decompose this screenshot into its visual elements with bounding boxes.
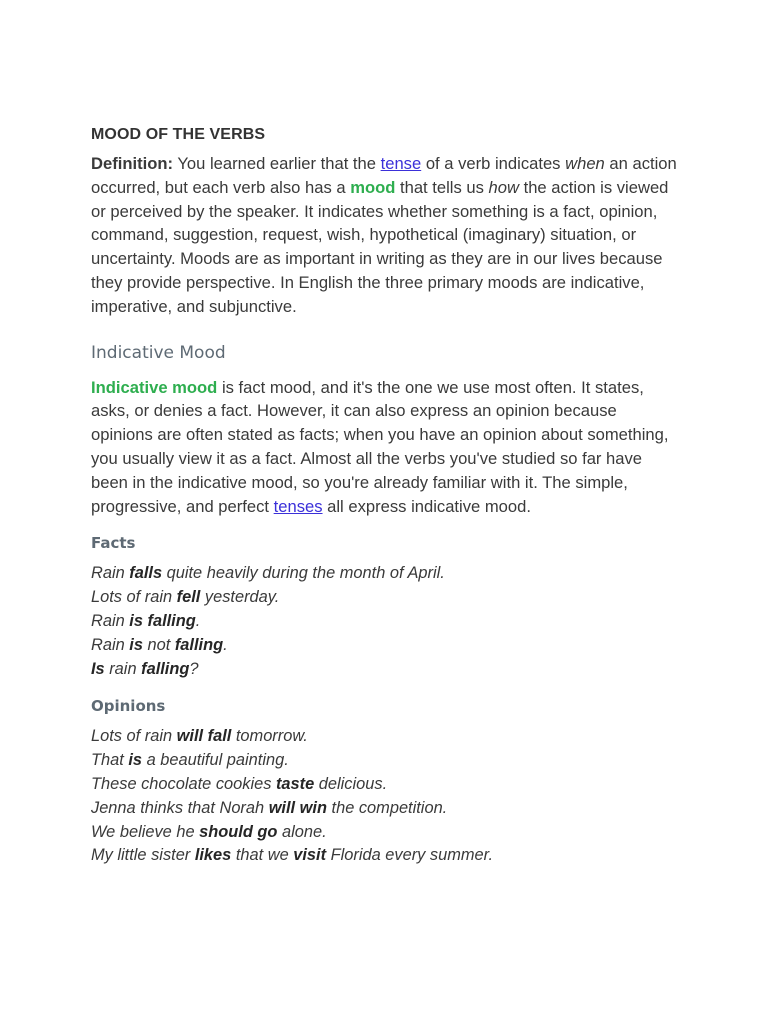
definition-text-1: You learned earlier that the — [173, 154, 381, 173]
verb-highlight: likes — [194, 846, 232, 865]
fact-sentence — [91, 586, 681, 610]
facts-heading: Facts — [91, 534, 136, 553]
mood-term: mood — [350, 177, 396, 197]
sentence-text: ? — [189, 659, 199, 678]
tense-link[interactable]: tense — [380, 154, 422, 173]
document-page — [91, 124, 681, 868]
verb-highlight: falling — [174, 635, 224, 654]
opinions-heading: Opinions — [91, 697, 166, 716]
verb-highlight: taste — [275, 774, 315, 793]
sentence-text: . — [223, 635, 228, 654]
sentence-text: Jenna thinks that Norah — [91, 798, 269, 817]
indicative-heading: Indicative Mood — [91, 342, 226, 363]
sentence-text: That — [91, 751, 129, 770]
sentence-text: Rain — [91, 635, 130, 654]
definition-text-5: the action is viewed or perceived by the speaker. It indicates whether something is a fact, opinion, command, suggestion, request, wish, hypothetical (imaginary) situation, or uncertainty. Moods are as important in writing as they are in our lives because they provide perspective. In English the three primary moods are indicative, imperative, and subjunctive. — [91, 177, 669, 316]
definition-paragraph — [91, 152, 681, 319]
sentence-text: not — [142, 635, 175, 654]
verb-highlight: Is — [91, 659, 105, 678]
sentence-text: Lots of rain — [91, 727, 177, 746]
facts-list — [91, 562, 681, 681]
tenses-link[interactable]: tenses — [273, 496, 323, 516]
sentence-text: that we — [231, 846, 294, 865]
fact-sentence — [91, 634, 681, 658]
indicative-text-1: is fact mood, and it's the one we use most often. It states, asks, or denies a fact. However, it can also express an opinion because opinions are often stated as facts; when you have an opinion about something, you usually view it as a fact. Almost all the verbs you've studied so far have been in the indicative mood, so you're already familiar with it. The simple, progressive, and perfect — [91, 377, 669, 516]
page-title: MOOD OF THE VERBS — [91, 126, 266, 143]
definition-label: Definition: — [91, 154, 174, 173]
fact-sentence — [91, 658, 681, 682]
sentence-text: These chocolate cookies — [91, 774, 276, 793]
verb-highlight: will fall — [176, 727, 232, 746]
verb-highlight: falls — [129, 564, 163, 583]
sentence-text: alone. — [277, 822, 327, 841]
sentence-text: Florida every summer. — [326, 846, 494, 865]
indicative-term: Indicative mood — [91, 377, 218, 397]
definition-text-3: an action occurred, but each verb also has a — [91, 154, 677, 197]
sentence-text: We believe he — [91, 822, 200, 841]
sentence-text: quite heavily during the month of April. — [162, 564, 445, 583]
when-emphasis: when — [565, 154, 605, 173]
opinion-sentence — [91, 725, 681, 749]
opinion-sentence — [91, 844, 681, 868]
indicative-paragraph — [91, 376, 681, 519]
definition-text-2: of a verb indicates — [421, 154, 566, 173]
verb-highlight: will win — [268, 798, 327, 817]
sentence-text: Rain — [91, 564, 130, 583]
definition-text-4: that tells us — [395, 177, 489, 197]
verb-highlight: visit — [293, 846, 327, 865]
fact-sentence — [91, 610, 681, 634]
how-emphasis: how — [488, 177, 519, 197]
indicative-text-2: all express indicative mood. — [322, 496, 531, 516]
sentence-text: delicious. — [314, 774, 388, 793]
sentence-text: My little sister — [91, 846, 195, 865]
verb-highlight: is falling — [129, 611, 196, 630]
sentence-text: Lots of rain — [91, 588, 177, 607]
verb-highlight: fell — [176, 588, 201, 607]
sentence-text: . — [195, 611, 201, 630]
sentence-text: tomorrow. — [231, 727, 308, 746]
opinions-list — [91, 725, 681, 868]
sentence-text: rain — [104, 659, 142, 678]
verb-highlight: falling — [141, 659, 190, 678]
sentence-text: yesterday. — [200, 588, 280, 607]
sentence-text: the competition. — [326, 798, 448, 817]
fact-sentence — [91, 562, 681, 586]
opinion-sentence — [91, 749, 681, 773]
sentence-text: Rain — [91, 611, 130, 630]
opinion-sentence — [91, 821, 681, 845]
opinion-sentence — [91, 773, 681, 797]
verb-highlight: is — [128, 751, 143, 770]
sentence-text: a beautiful painting. — [142, 751, 289, 770]
verb-highlight: is — [129, 635, 143, 654]
verb-highlight: should go — [199, 822, 278, 841]
opinion-sentence — [91, 797, 681, 821]
